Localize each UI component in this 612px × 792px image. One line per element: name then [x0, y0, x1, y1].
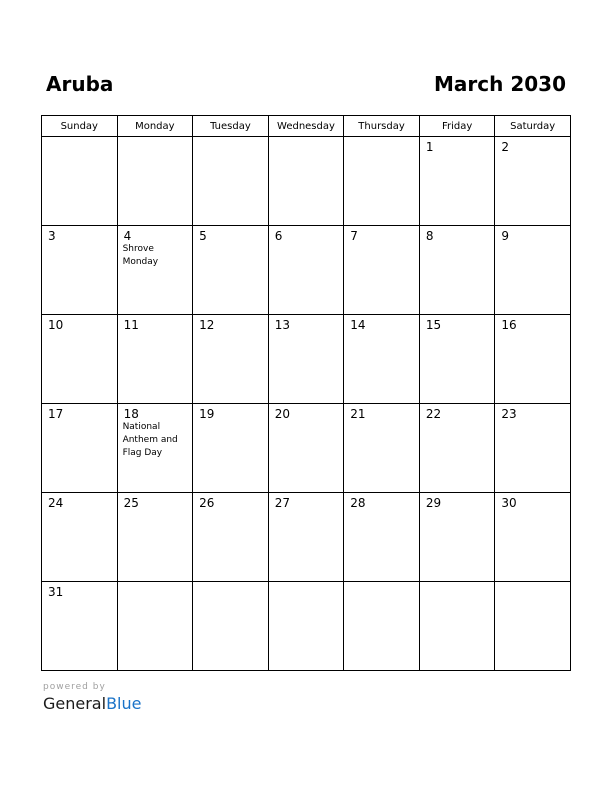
calendar-grid: [41, 115, 571, 671]
day-number: [193, 137, 268, 140]
day-number: 31: [48, 585, 64, 599]
day-cell: [42, 137, 118, 226]
day-cell: [344, 137, 420, 226]
day-number: 3: [48, 229, 56, 243]
day-cell: [344, 493, 420, 582]
week-row: [42, 404, 571, 493]
day-cell: [117, 137, 193, 226]
day-cell: [344, 315, 420, 404]
brand-blue-text: Blue: [106, 694, 142, 713]
day-number: [193, 582, 268, 585]
country-title: Aruba: [46, 72, 114, 96]
day-cell: [193, 582, 269, 671]
day-number: [118, 137, 193, 140]
day-cell: [42, 493, 118, 582]
footer-branding: [43, 682, 141, 715]
day-cell: [495, 315, 571, 404]
day-number: 14: [350, 318, 366, 332]
day-cell: [268, 137, 344, 226]
holiday-label: National Anthem and Flag Day: [122, 422, 178, 458]
day-cell: [495, 493, 571, 582]
day-number: 20: [274, 407, 290, 421]
day-cell: [193, 493, 269, 582]
day-cell: [117, 226, 193, 315]
day-number: 5: [199, 229, 207, 243]
day-cell: [419, 226, 495, 315]
day-number: [118, 582, 193, 585]
day-number: 11: [123, 318, 139, 332]
day-cell: [268, 404, 344, 493]
day-cell: [42, 404, 118, 493]
week-row: [42, 226, 571, 315]
day-cell: [495, 226, 571, 315]
weekday-thursday: Thursday: [344, 116, 420, 137]
day-number: 19: [199, 407, 215, 421]
day-number: 17: [48, 407, 64, 421]
day-cell: [193, 137, 269, 226]
calendar-header: [46, 70, 566, 98]
day-number: 18: [123, 407, 139, 421]
day-number: 27: [274, 496, 290, 510]
day-cell: [42, 226, 118, 315]
day-cell: [495, 582, 571, 671]
day-number: 4: [123, 229, 132, 243]
day-number: 22: [425, 407, 442, 421]
weekday-wednesday: Wednesday: [268, 116, 344, 137]
day-number: 25: [123, 496, 139, 510]
week-row: [42, 137, 571, 226]
powered-by-label: powered by: [43, 682, 106, 692]
holiday-label: Shrove Monday: [122, 244, 159, 267]
day-cell: [419, 582, 495, 671]
day-number: 9: [501, 229, 510, 243]
day-cell: [268, 226, 344, 315]
day-cell: [268, 315, 344, 404]
day-number: [269, 582, 344, 585]
week-row: [42, 582, 571, 671]
day-cell: [344, 226, 420, 315]
day-cell: [117, 315, 193, 404]
day-cell: [419, 404, 495, 493]
day-cell: [268, 582, 344, 671]
day-number: [495, 582, 570, 585]
weekday-sunday: Sunday: [42, 116, 118, 137]
day-cell: [42, 315, 118, 404]
week-row: [42, 493, 571, 582]
day-cell: [117, 404, 193, 493]
day-number: 1: [425, 140, 434, 154]
day-cell: [42, 582, 118, 671]
day-number: [344, 582, 419, 585]
day-number: 7: [350, 229, 358, 243]
day-number: 12: [199, 318, 215, 332]
day-cell: [117, 493, 193, 582]
day-cell: [419, 493, 495, 582]
day-number: 13: [274, 318, 290, 332]
day-cell: [193, 226, 269, 315]
day-number: 15: [425, 318, 442, 332]
day-cell: [193, 315, 269, 404]
day-cell: [117, 582, 193, 671]
day-number: 6: [274, 229, 283, 243]
day-number: [269, 137, 344, 140]
week-row: [42, 315, 571, 404]
day-cell: [495, 404, 571, 493]
weekday-saturday: Saturday: [495, 116, 571, 137]
day-cell: [344, 582, 420, 671]
day-cell: [193, 404, 269, 493]
day-number: 28: [350, 496, 366, 510]
day-number: 16: [501, 318, 517, 332]
weekday-monday: Monday: [117, 116, 193, 137]
day-number: 2: [501, 140, 510, 154]
weekday-tuesday: Tuesday: [193, 116, 269, 137]
day-number: 8: [425, 229, 434, 243]
day-number: [344, 137, 419, 140]
day-number: 21: [350, 407, 366, 421]
brand-general-text: General: [43, 694, 107, 713]
day-number: 10: [48, 318, 64, 332]
day-number: 30: [501, 496, 517, 510]
month-year-title: March 2030: [434, 72, 566, 96]
day-cell: [344, 404, 420, 493]
day-cell: [495, 137, 571, 226]
generalblue-logo[interactable]: [43, 693, 141, 715]
day-number: [420, 582, 495, 585]
day-cell: [419, 137, 495, 226]
day-number: 29: [425, 496, 442, 510]
weekday-header-row: [42, 116, 571, 137]
day-number: 24: [48, 496, 64, 510]
day-number: [42, 137, 117, 140]
day-cell: [419, 315, 495, 404]
weekday-friday: Friday: [419, 116, 495, 137]
day-number: 23: [501, 407, 517, 421]
day-number: 26: [199, 496, 215, 510]
day-cell: [268, 493, 344, 582]
